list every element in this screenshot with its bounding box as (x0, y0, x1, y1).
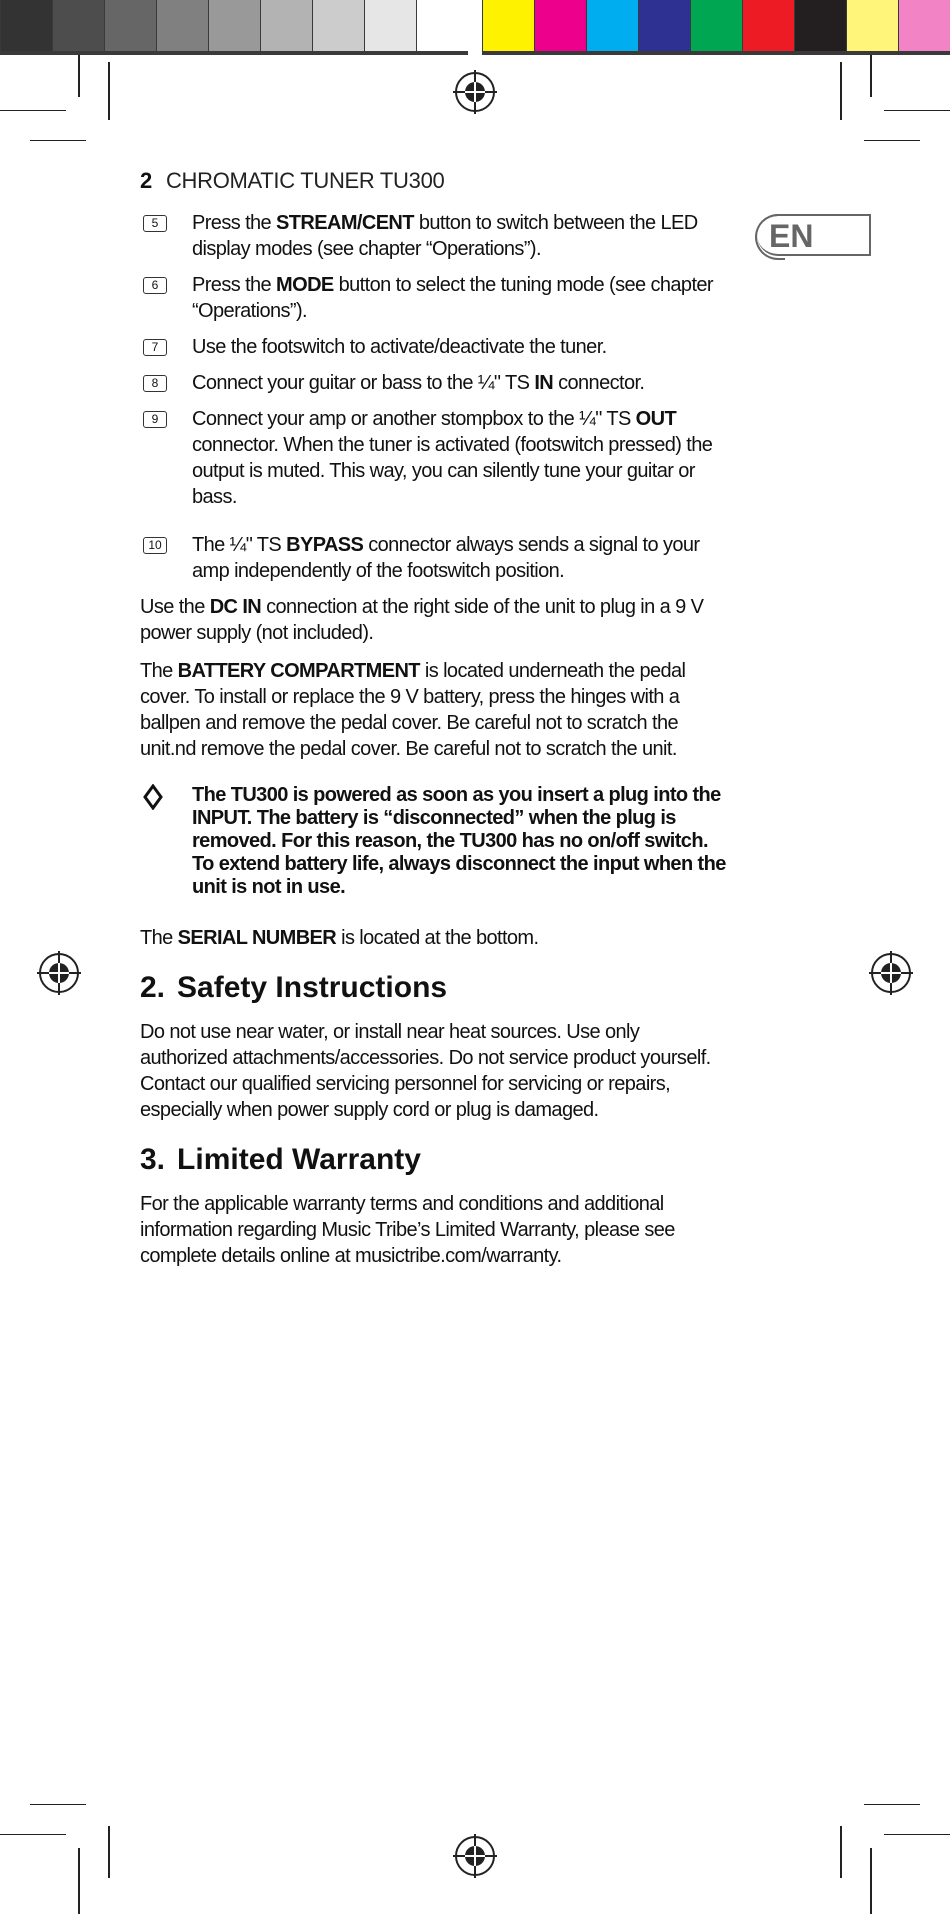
bold-term: OUT (635, 408, 677, 430)
item-text (192, 372, 644, 394)
color-patch (417, 0, 468, 51)
text-run: button to select the tuning mode (see chapter “Operations”). (192, 274, 713, 322)
color-patch (795, 0, 846, 51)
color-patch (639, 0, 690, 51)
note-diamond-icon (142, 784, 164, 810)
warranty-heading-text: Limited Warranty (177, 1143, 421, 1176)
list-item (140, 272, 730, 324)
bold-term: STREAM/CENT (276, 212, 414, 234)
list-item (140, 532, 730, 584)
item-text (192, 534, 699, 582)
registration-mark-icon (453, 70, 497, 114)
text-run: Press the (192, 274, 277, 296)
crop-mark (864, 1804, 920, 1805)
color-patch (313, 0, 364, 51)
text-run: The (140, 927, 178, 949)
color-patch (899, 0, 950, 51)
list-item (140, 210, 730, 262)
language-tab (757, 214, 871, 256)
bold-term: IN (534, 372, 554, 394)
crop-mark (864, 140, 920, 141)
registration-mark-icon (37, 951, 81, 995)
bold-term: SERIAL NUMBER (177, 927, 337, 949)
bold-term: BATTERY COMPARTMENT (177, 660, 420, 682)
safety-heading (140, 971, 730, 1005)
battery-paragraph (140, 658, 730, 762)
item-number-badge: 5 (143, 215, 167, 232)
safety-section-number: 2. (140, 971, 166, 1004)
crop-mark (884, 110, 950, 111)
registration-mark-icon (869, 951, 913, 995)
color-patch (743, 0, 794, 51)
crop-mark (108, 62, 110, 120)
registration-mark-icon (453, 1834, 497, 1878)
color-patch (365, 0, 416, 51)
item-number-badge: 7 (143, 339, 167, 356)
text-run: connector always sends a signal to your amp independently of the footswitch position. (192, 534, 700, 582)
crop-mark (870, 1848, 872, 1914)
note-text: The TU300 is powered as soon as you insert a plug into the INPUT. The battery is “disconnected” when the plug is removed. For this reason, the TU300 has no on/off switch. To extend battery life, always disconnect the input when the unit is not in use. (192, 784, 726, 898)
crop-mark (30, 1804, 86, 1805)
text-run: Use the footswitch to activate/deactivate the tuner. (192, 336, 607, 358)
warranty-body: For the applicable warranty terms and conditions and additional information regarding Music Tribe’s Limited Warranty, please see complete details online at musictribe.com/warranty. (140, 1193, 675, 1267)
item-text (192, 408, 712, 508)
text-run: The (140, 660, 178, 682)
item-text (192, 336, 607, 358)
dc-in-paragraph (140, 594, 730, 646)
crop-mark (108, 1826, 110, 1878)
crop-mark (0, 110, 66, 111)
item-number-badge: 10 (143, 537, 167, 554)
color-patch (261, 0, 312, 51)
bold-term: MODE (276, 274, 334, 296)
color-patch (691, 0, 742, 51)
crop-mark (870, 55, 872, 97)
page-header (140, 168, 444, 194)
color-patch (587, 0, 638, 51)
text-run: connector. When the tuner is activated (footswitch pressed) the output is muted. This way, you can silently tune your guitar or bass. (192, 434, 713, 508)
warranty-heading (140, 1143, 730, 1177)
color-patch (483, 0, 534, 51)
crop-mark (78, 55, 80, 97)
text-run: connection at the right side of the unit to plug in a 9 V power supply (not included). (140, 596, 704, 644)
text-run: The ¼" TS (192, 534, 287, 556)
crop-mark (0, 1834, 66, 1835)
text-run: Connect your guitar or bass to the ¼" TS (192, 372, 535, 394)
document-title: CHROMATIC TUNER TU300 (165, 168, 445, 193)
item-text (192, 274, 713, 322)
crop-mark (884, 1834, 950, 1835)
list-item (140, 370, 730, 396)
list-item (140, 334, 730, 360)
safety-heading-text: Safety Instructions (177, 971, 448, 1004)
color-patch (847, 0, 898, 51)
gray-scale-bar (0, 0, 468, 55)
main-content (140, 210, 730, 1281)
warranty-section-number: 3. (140, 1143, 166, 1176)
numbered-list (140, 210, 730, 584)
bold-term: DC IN (209, 596, 262, 618)
crop-mark (840, 1826, 842, 1878)
color-patch (157, 0, 208, 51)
text-run: is located underneath the pedal cover. To install or replace the 9 V battery, press the hinges with a ballpen and remove the pedal cover. Be careful not to scratch the unit.nd remove the pedal cover. Be careful not to scratch the unit. (140, 660, 686, 760)
crop-mark (30, 140, 86, 141)
crop-mark (840, 62, 842, 120)
color-patch (1, 0, 52, 51)
note-block (140, 784, 730, 899)
color-patch (53, 0, 104, 51)
text-run: is located at the bottom. (336, 927, 539, 949)
color-patch (209, 0, 260, 51)
process-color-bar (482, 0, 950, 55)
color-patch (535, 0, 586, 51)
item-text (192, 212, 698, 260)
item-number-badge: 8 (143, 375, 167, 392)
text-run: connector. (553, 372, 645, 394)
bold-term: BYPASS (286, 534, 364, 556)
crop-mark (78, 1848, 80, 1914)
safety-body: Do not use near water, or install near heat sources. Use only authorized attachments/accessories. Do not service product yourself. Contact our qualified servicing personnel for servicing or repairs, especially when power supply cord or plug is damaged. (140, 1021, 711, 1121)
item-number-badge: 9 (143, 411, 167, 428)
serial-number-paragraph (140, 925, 730, 951)
text-run: Connect your amp or another stompbox to the ¼" TS (192, 408, 636, 430)
text-run: Press the (192, 212, 277, 234)
print-color-bar (0, 0, 950, 55)
text-run: button to switch between the LED display modes (see chapter “Operations”). (192, 212, 698, 260)
language-label: EN (769, 218, 814, 254)
list-item (140, 406, 730, 510)
color-patch (105, 0, 156, 51)
text-run: Use the (140, 596, 210, 618)
page-number: 2 (140, 168, 152, 193)
item-number-badge: 6 (143, 277, 167, 294)
